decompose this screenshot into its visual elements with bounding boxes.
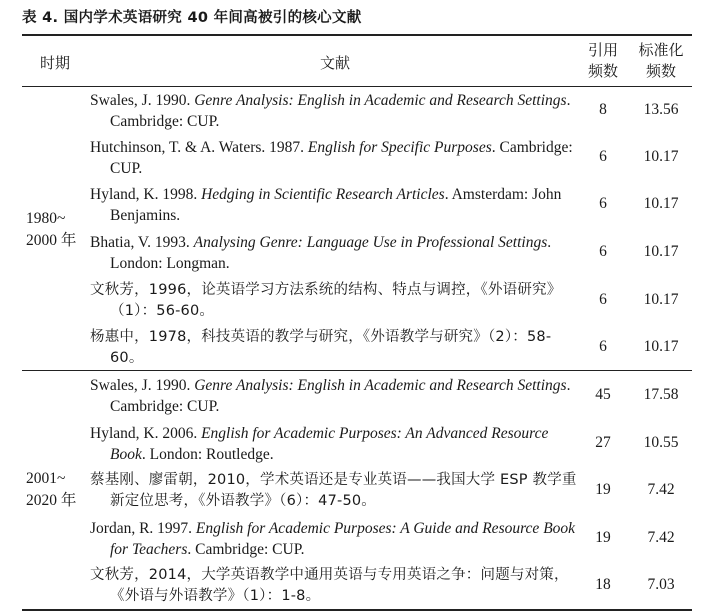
ref-title: Genre Analysis: English in Academic and Research Settings	[194, 377, 567, 394]
reference: 蔡基刚、廖雷朝，2010，学术英语还是专业英语——我国大学 ESP 教学重新定位思考，《外语教学》（6）：47-50。	[90, 472, 577, 509]
citation-count: 6	[599, 243, 607, 260]
ref-title: English for Academic Purposes: An Advanced Resource Book	[110, 425, 549, 463]
citation-count: 6	[599, 195, 607, 212]
normalized-count: 10.17	[643, 148, 679, 165]
citation-count: 27	[595, 434, 611, 451]
header-citation-line: 频数	[587, 62, 618, 80]
citation-count: 45	[595, 386, 611, 403]
table-caption: 表 4. 国内学术英语研究 40 年间高被引的核心文献	[22, 10, 362, 26]
citation-count: 6	[599, 291, 607, 308]
ref-authors: Hyland, K. 1998.	[90, 186, 202, 203]
header-citation-frequency	[578, 40, 628, 82]
header-normalized-line: 标准化	[638, 41, 684, 59]
citation-count: 6	[599, 338, 607, 355]
bottom-rule	[22, 609, 692, 611]
header-document: 文献	[319, 54, 350, 72]
reference	[90, 375, 578, 417]
ref-authors: Swales, J. 1990.	[90, 377, 195, 394]
citation-count: 19	[595, 481, 611, 498]
top-rule	[22, 34, 692, 36]
ref-publisher: . Amsterdam: John Benjamins.	[110, 186, 562, 224]
period-label	[22, 208, 92, 252]
citation-count: 19	[595, 529, 611, 546]
reference	[90, 90, 578, 132]
ref-publisher: . Cambridge: CUP.	[187, 541, 305, 558]
period-line: 2000 年	[26, 232, 77, 249]
ref-authors: Swales, J. 1990.	[90, 92, 195, 109]
period-label	[22, 468, 92, 512]
header-period: 时期	[39, 54, 70, 72]
header-normalized-line: 频数	[645, 62, 676, 80]
citation-count: 18	[595, 576, 611, 593]
normalized-count: 7.03	[647, 576, 675, 593]
reference	[90, 423, 578, 465]
group-divider	[22, 370, 692, 371]
ref-title: English for Academic Purposes: A Guide and Resource Book for Teachers	[110, 520, 576, 558]
header-citation-line: 引用	[587, 41, 618, 59]
normalized-count: 10.55	[643, 434, 679, 451]
normalized-count: 17.58	[643, 386, 679, 403]
header-rule	[22, 86, 692, 87]
reference	[90, 518, 578, 560]
ref-publisher: . Cambridge: CUP.	[110, 139, 573, 177]
normalized-count: 10.17	[643, 195, 679, 212]
ref-authors: Hyland, K. 2006.	[90, 425, 202, 442]
ref-publisher: . London: Longman.	[110, 234, 552, 272]
ref-publisher: . Cambridge: CUP.	[110, 92, 571, 130]
reference: 文秋芳，2014，大学英语教学中通用英语与专用英语之争：问题与对策，《外语与外语教学》（1）：1-8。	[90, 567, 569, 604]
ref-title: Genre Analysis: English in Academic and Research Settings	[194, 92, 567, 109]
ref-publisher: . London: Routledge.	[141, 446, 274, 463]
reference	[90, 137, 578, 179]
ref-title: English for Specific Purposes	[307, 139, 492, 156]
reference: 杨惠中，1978，科技英语的教学与研究，《外语教学与研究》（2）：58-60。	[90, 329, 552, 366]
normalized-count: 10.17	[643, 243, 679, 260]
normalized-count: 10.17	[643, 291, 679, 308]
ref-title: Analysing Genre: Language Use in Professional Settings	[193, 234, 548, 251]
header-normalized-frequency	[630, 40, 692, 82]
normalized-count: 13.56	[643, 101, 679, 118]
citation-count: 8	[599, 101, 607, 118]
normalized-count: 10.17	[643, 338, 679, 355]
ref-authors: Bhatia, V. 1993.	[90, 234, 194, 251]
reference: 文秋芳，1996，论英语学习方法系统的结构、特点与调控，《外语研究》（1）：56-60。	[90, 282, 562, 319]
period-line: 1980~	[26, 210, 66, 227]
reference	[90, 232, 578, 274]
ref-publisher: . Cambridge: CUP.	[110, 377, 571, 415]
period-line: 2001~	[26, 470, 66, 487]
ref-authors: Hutchinson, T. & A. Waters. 1987.	[90, 139, 308, 156]
normalized-count: 7.42	[647, 529, 675, 546]
ref-authors: Jordan, R. 1997.	[90, 520, 196, 537]
ref-title: Hedging in Scientific Research Articles	[201, 186, 445, 203]
citation-count: 6	[599, 148, 607, 165]
normalized-count: 7.42	[647, 481, 675, 498]
reference	[90, 184, 578, 226]
period-line: 2020 年	[26, 492, 77, 509]
